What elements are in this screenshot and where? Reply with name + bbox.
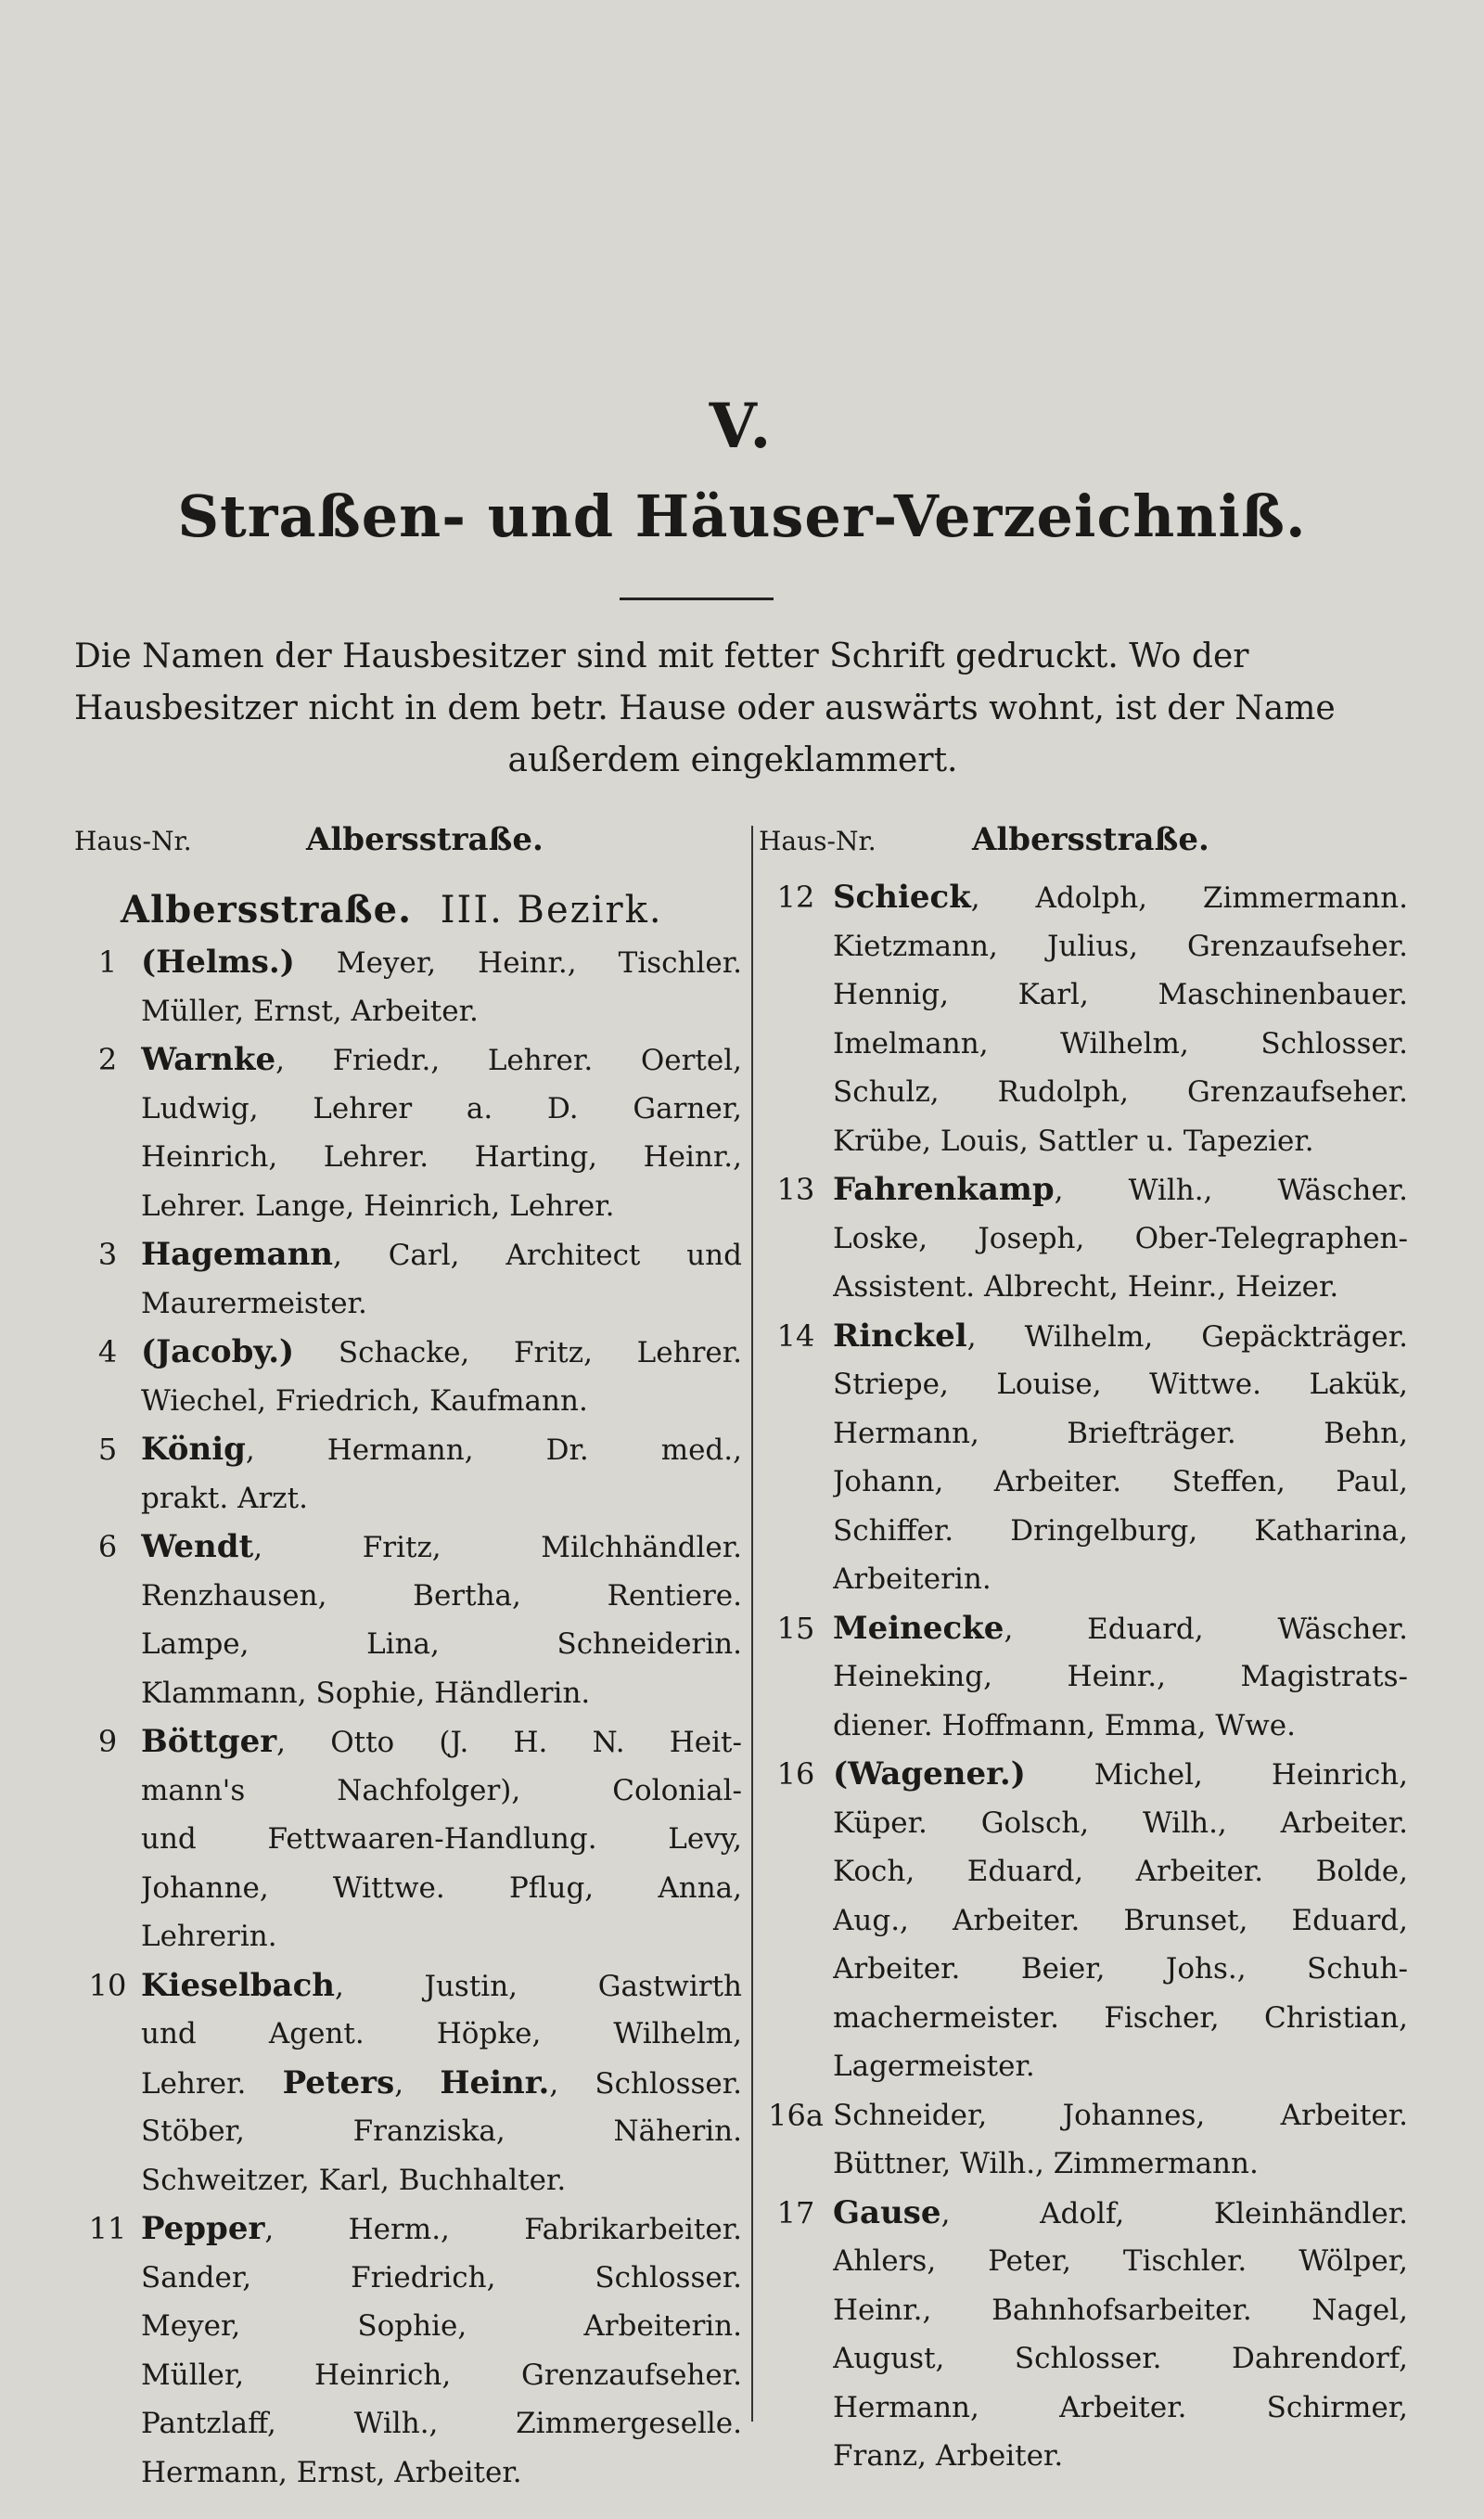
house-number: 16a [768, 2097, 824, 2133]
owner-name: Peters [282, 2063, 395, 2101]
resident-line: Imelmann, Wilhelm, Schlosser. [833, 1026, 1408, 1060]
resident-line: prakt. Arzt. [141, 1481, 308, 1515]
house-entry [74, 2204, 742, 2497]
house-entry [74, 1425, 742, 1523]
resident-line: Lehrerin. [141, 1920, 277, 1953]
house-number: 1 [97, 945, 118, 980]
entry-list [759, 873, 1408, 2481]
resident-line: Johanne, Wittwe. Pflug, Anna, [141, 1870, 742, 1905]
resident-line: Franz, Arbeiter. [833, 2439, 1064, 2473]
street-heading [74, 882, 742, 938]
house-entry [74, 1717, 742, 1961]
resident-lines [833, 1165, 1408, 1312]
resident-line: Warnke, Friedr., Lehrer. Oertel, [141, 1041, 742, 1078]
resident-line: Lehrer. Lange, Heinrich, Lehrer. [141, 1189, 615, 1223]
resident-line: Müller, Ernst, Arbeiter. [141, 994, 479, 1028]
resident-lines [141, 2204, 742, 2497]
resident-lines [141, 1425, 742, 1523]
resident-line: Pantzlaff, Wilh., Zimmergeselle. [141, 2407, 742, 2440]
resident-line: Renzhausen, Bertha, Rentiere. [141, 1578, 742, 1613]
resident-lines [141, 1961, 742, 2205]
house-number: 3 [97, 1237, 118, 1272]
resident-line: Arbeiter. Beier, Johs., Schuh- [833, 1952, 1408, 1986]
resident-line: Schweitzer, Karl, Buchhalter. [141, 2163, 567, 2197]
resident-line: Heinrich, Lehrer. Harting, Heinr., [141, 1140, 742, 1174]
resident-line: Heinr., Bahnhofsarbeiter. Nagel, [833, 2293, 1408, 2327]
right-column [759, 821, 1408, 2481]
house-number: 11 [88, 2211, 127, 2246]
running-street-header: Albersstraße. [306, 821, 544, 858]
resident-line: Wiechel, Friedrich, Kaufmann. [141, 1383, 588, 1418]
resident-line: Rinckel, Wilhelm, Gepäckträger. [833, 1317, 1408, 1355]
resident-lines [833, 2189, 1408, 2481]
resident-lines [141, 1035, 742, 1230]
resident-lines [833, 873, 1408, 1165]
chapter-title: Straßen- und Häuser-Verzeichniß. [177, 482, 1307, 550]
house-number: 4 [97, 1334, 118, 1369]
resident-line: König, Hermann, Dr. med., [141, 1431, 742, 1468]
resident-line: Ludwig, Lehrer a. D. Garner, [141, 1091, 742, 1125]
resident-line: Küper. Golsch, Wilh., Arbeiter. [833, 1806, 1408, 1840]
resident-line: Schieck, Adolph, Zimmermann. [833, 879, 1408, 916]
resident-line: Sander, Friedrich, Schlosser. [141, 2260, 742, 2294]
house-number: 5 [97, 1432, 118, 1467]
house-entry [759, 1165, 1408, 1312]
resident-lines [141, 1717, 742, 1961]
resident-lines [833, 2091, 1408, 2189]
resident-line: Lagermeister. [833, 2050, 1035, 2083]
resident-line: Hermann, Briefträger. Behn, [833, 1416, 1408, 1450]
house-entry [759, 873, 1408, 1165]
house-entry [759, 1604, 1408, 1751]
resident-line: Meyer, Sophie, Arbeiterin. [141, 2309, 742, 2343]
resident-line: Büttner, Wilh., Zimmermann. [833, 2147, 1259, 2180]
resident-line: Lehrer. Peters, Heinr., Schlosser. [141, 2063, 742, 2101]
owner-name: Böttger [141, 1723, 277, 1760]
intro-paragraph [74, 631, 1391, 787]
intro-line: außerdem eingeklammert. [507, 741, 958, 779]
resident-line: Meinecke, Eduard, Wäscher. [833, 1609, 1408, 1647]
house-entry [74, 938, 742, 1035]
title-rule [620, 598, 774, 600]
resident-line: August, Schlosser. Dahrendorf, [833, 2342, 1408, 2375]
house-number-header: Haus-Nr. [74, 826, 192, 856]
house-number-header: Haus-Nr. [759, 826, 876, 856]
resident-line: Lampe, Lina, Schneiderin. [141, 1627, 742, 1661]
owner-name: Rinckel [833, 1317, 967, 1355]
resident-line: und Agent. Höpke, Wilhelm, [141, 2017, 742, 2050]
resident-line: (Helms.) Meyer, Heinr., Tischler. [141, 944, 742, 981]
resident-line: Gause, Adolf, Kleinhändler. [833, 2193, 1408, 2231]
resident-line: Johann, Arbeiter. Steffen, Paul, [833, 1465, 1408, 1498]
house-number: 13 [776, 1172, 815, 1207]
resident-line: Wendt, Fritz, Milchhändler. [141, 1528, 742, 1565]
resident-line: Schneider, Johannes, Arbeiter. [833, 2098, 1408, 2132]
owner-name: Meinecke [833, 1609, 1004, 1647]
owner-name: Kieselbach [141, 1966, 336, 2004]
resident-lines [141, 938, 742, 1035]
owner-name: (Helms.) [141, 944, 295, 981]
resident-line: Maurermeister. [141, 1286, 367, 1320]
house-entry [759, 1312, 1408, 1604]
house-entry [759, 2091, 1408, 2189]
resident-line: Striepe, Louise, Wittwe. Lakük, [833, 1368, 1408, 1401]
owner-name: Fahrenkamp [833, 1171, 1055, 1208]
owner-name: Schieck [833, 879, 971, 916]
entry-list [74, 938, 742, 2497]
street-name: Albersstraße. [121, 888, 412, 932]
owner-name: König [141, 1431, 246, 1468]
house-number: 17 [776, 2194, 815, 2230]
chapter-number: V. [709, 390, 775, 462]
resident-line: und Fettwaaren-Handlung. Levy, [141, 1822, 742, 1856]
house-number: 16 [776, 1756, 815, 1792]
owner-name: Heinr. [440, 2063, 550, 2101]
running-street-header: Albersstraße. [972, 821, 1209, 858]
resident-line: Schiffer. Dringelburg, Katharina, [833, 1513, 1408, 1548]
house-number: 15 [776, 1610, 815, 1646]
column-divider [751, 826, 753, 2422]
house-number: 2 [97, 1042, 118, 1077]
house-entry [759, 1750, 1408, 2091]
owner-name: Gause [833, 2193, 941, 2231]
resident-line: Kietzmann, Julius, Grenzaufseher. [833, 929, 1408, 963]
resident-line: Heineking, Heinr., Magistrats- [833, 1660, 1408, 1693]
house-number: 9 [97, 1724, 118, 1759]
resident-line: Krübe, Louis, Sattler u. Tapezier. [833, 1124, 1314, 1158]
resident-line: Hermann, Arbeiter. Schirmer, [833, 2390, 1408, 2424]
house-entry [759, 2189, 1408, 2481]
column-header [759, 821, 1408, 873]
owner-name: Pepper [141, 2210, 265, 2247]
resident-line: Fahrenkamp, Wilh., Wäscher. [833, 1171, 1408, 1208]
resident-line: Müller, Heinrich, Grenzaufseher. [141, 2358, 742, 2392]
resident-lines [141, 1230, 742, 1328]
house-number: 14 [776, 1317, 815, 1354]
resident-lines [141, 1523, 742, 1717]
house-entry [74, 1328, 742, 1425]
resident-line: Hennig, Karl, Maschinenbauer. [833, 978, 1408, 1011]
house-number: 12 [776, 880, 815, 915]
resident-line: Loske, Joseph, Ober-Telegraphen- [833, 1221, 1408, 1255]
resident-line: Schulz, Rudolph, Grenzaufseher. [833, 1075, 1408, 1109]
resident-line: diener. Hoffmann, Emma, Wwe. [833, 1708, 1296, 1742]
intro-line: Die Namen der Hausbesitzer sind mit fetter Schrift gedruckt. Wo der [74, 637, 1249, 675]
owner-name: Hagemann [141, 1236, 334, 1273]
intro-line: Hausbesitzer nicht in dem betr. Hause oder auswärts wohnt, ist der Name [74, 689, 1336, 727]
resident-lines [141, 1328, 742, 1425]
house-entry [74, 1523, 742, 1717]
resident-line: machermeister. Fischer, Christian, [833, 2000, 1408, 2035]
resident-line: Arbeiterin. [833, 1562, 991, 1596]
resident-line: Kieselbach, Justin, Gastwirth [141, 1966, 742, 2004]
resident-line: Ahlers, Peter, Tischler. Wölper, [833, 2244, 1408, 2278]
resident-line: (Jacoby.) Schacke, Fritz, Lehrer. [141, 1333, 742, 1370]
resident-line: Hermann, Ernst, Arbeiter. [141, 2455, 522, 2489]
resident-line: Aug., Arbeiter. Brunset, Eduard, [833, 1903, 1408, 1937]
resident-lines [833, 1312, 1408, 1604]
house-entry [74, 1230, 742, 1328]
resident-line: Klammann, Sophie, Händlerin. [141, 1676, 591, 1710]
resident-line: Hagemann, Carl, Architect und [141, 1236, 742, 1273]
house-number: 6 [97, 1529, 118, 1564]
district-label: III. Bezirk. [440, 889, 663, 932]
resident-line: Assistent. Albrecht, Heinr., Heizer. [833, 1270, 1339, 1304]
resident-lines [833, 1604, 1408, 1751]
owner-name: (Jacoby.) [141, 1333, 295, 1370]
owner-name: (Wagener.) [833, 1755, 1026, 1793]
resident-lines [833, 1750, 1408, 2091]
resident-line: Koch, Eduard, Arbeiter. Bolde, [833, 1855, 1408, 1888]
column-header [74, 821, 742, 873]
owner-name: Warnke [141, 1041, 276, 1078]
left-column [74, 821, 742, 2497]
resident-line: Pepper, Herm., Fabrikarbeiter. [141, 2210, 742, 2247]
owner-name: Wendt [141, 1528, 254, 1565]
resident-line: (Wagener.) Michel, Heinrich, [833, 1755, 1408, 1793]
house-entry [74, 1961, 742, 2205]
resident-line: mann's Nachfolger), Colonial- [141, 1773, 742, 1807]
house-number: 10 [88, 1967, 127, 2003]
resident-line: Böttger, Otto (J. H. N. Heit- [141, 1723, 742, 1760]
resident-line: Stöber, Franziska, Näherin. [141, 2114, 742, 2148]
house-entry [74, 1035, 742, 1230]
